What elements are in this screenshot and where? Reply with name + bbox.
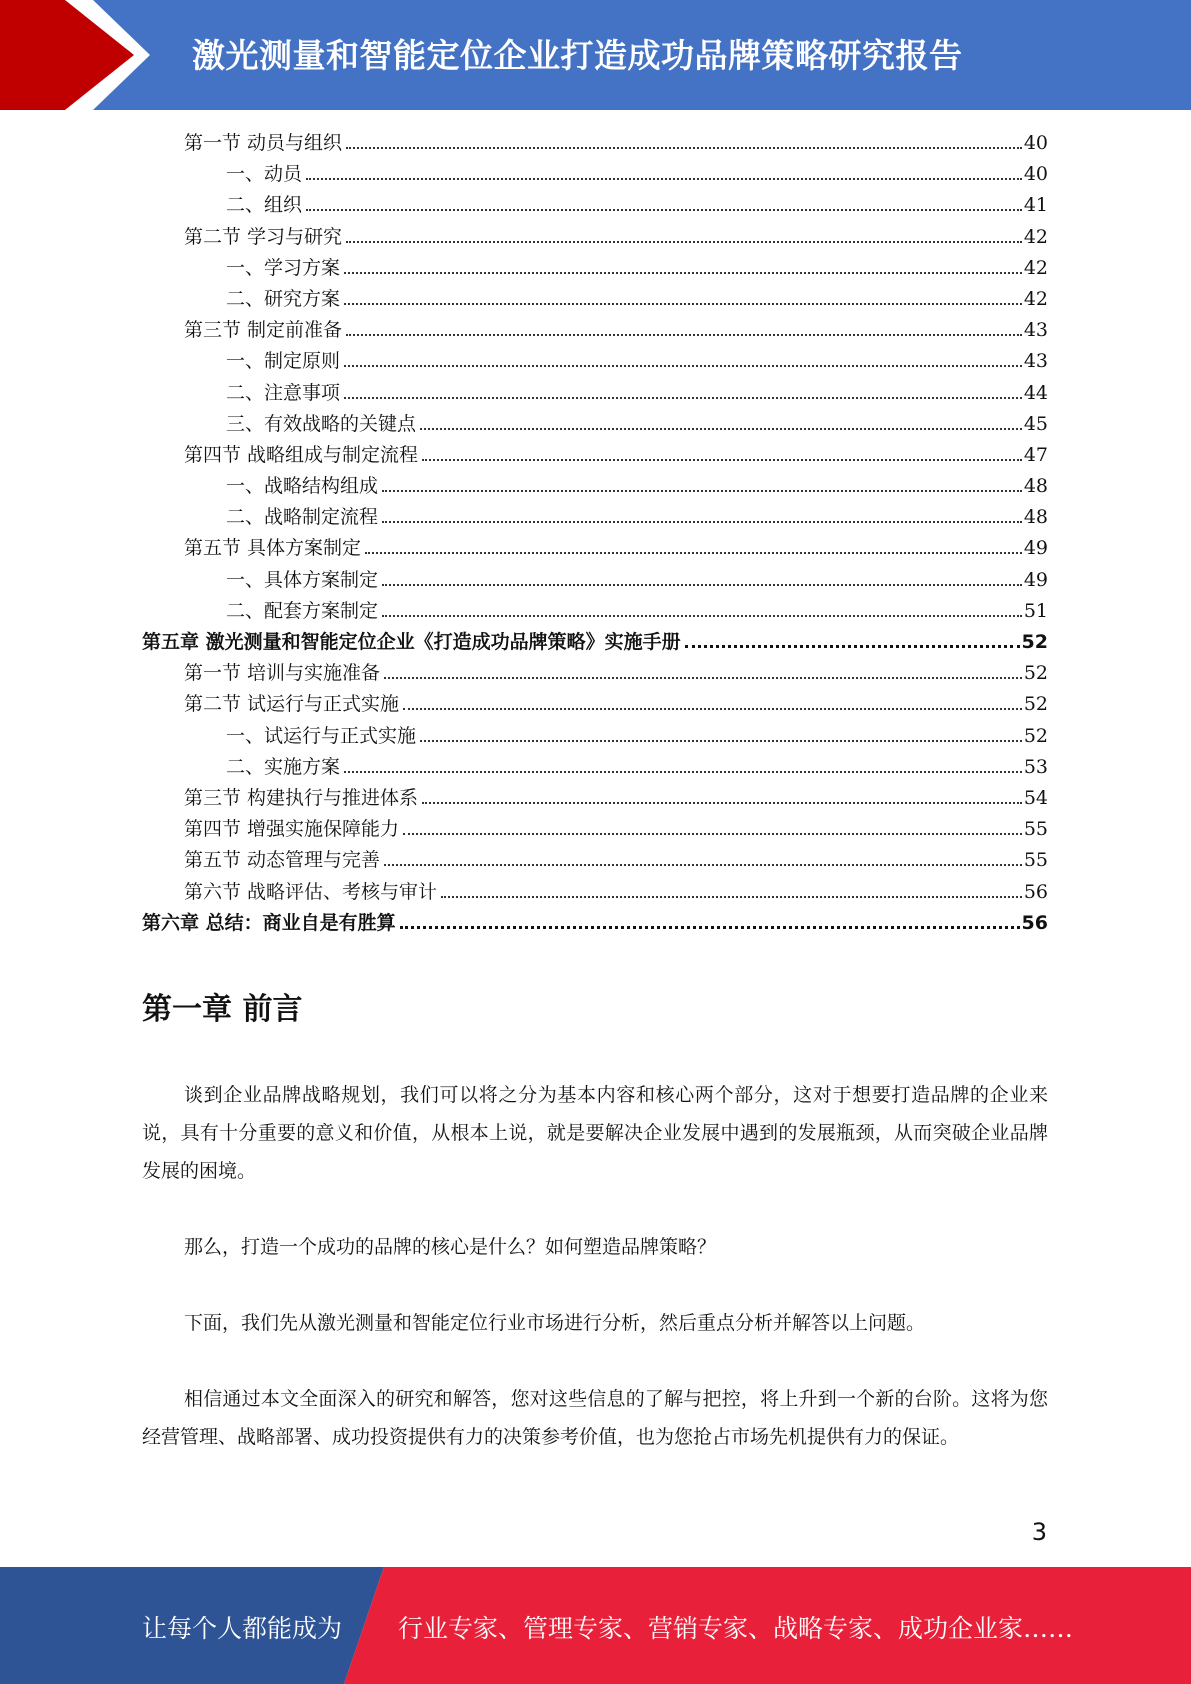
toc-entry-page: 52 (1023, 724, 1048, 747)
toc-entry[interactable] (142, 315, 1048, 346)
toc-entry-page: 52 (1021, 631, 1048, 653)
toc-dot-leader (306, 178, 1022, 180)
toc-entry-page: 55 (1023, 818, 1048, 841)
toc-dot-leader (382, 490, 1022, 492)
toc-dot-leader (346, 334, 1022, 336)
toc-entry-title: 一、学习方案 (226, 256, 341, 279)
toc-entry[interactable] (142, 190, 1048, 221)
footer-slogan-right: 行业专家、管理专家、营销专家、战略专家、成功企业家…… (398, 1614, 1074, 1643)
toc-entry-page: 52 (1023, 662, 1048, 685)
page-footer (0, 1567, 1191, 1684)
toc-entry[interactable] (142, 658, 1048, 689)
toc-entry-page: 40 (1023, 132, 1048, 154)
toc-dot-leader (384, 864, 1022, 866)
body-paragraph (142, 1076, 1048, 1190)
toc-dot-leader (365, 552, 1022, 554)
toc-dot-leader (400, 926, 1020, 929)
toc-dot-leader (422, 802, 1022, 804)
toc-entry[interactable] (142, 128, 1048, 159)
toc-entry-title: 第五节 具体方案制定 (184, 537, 362, 560)
paragraph-text: 相信通过本文全面深入的研究和解答，您对这些信息的了解与把控，将上升到一个新的台阶。这将为您经营管理、战略部署、成功投资提供有力的决策参考价值，也为您抢占市场先机提供有力的保证。 (142, 1388, 1048, 1448)
toc-dot-leader (685, 645, 1020, 648)
toc-entry[interactable] (142, 409, 1048, 440)
toc-entry-title: 第四节 增强实施保障能力 (184, 818, 400, 841)
toc-entry[interactable] (142, 502, 1048, 533)
footer-slogan-left: 让每个人都能成为 (142, 1614, 343, 1643)
toc-entry[interactable] (142, 253, 1048, 284)
toc-entry[interactable] (142, 814, 1048, 845)
toc-entry-page: 48 (1023, 506, 1048, 529)
toc-entry-title: 一、试运行与正式实施 (226, 724, 417, 747)
toc-entry-title: 第一节 培训与实施准备 (184, 662, 381, 685)
toc-entry-page: 45 (1023, 412, 1048, 435)
toc-dot-leader (384, 677, 1022, 679)
toc-entry-title: 第六章 总结：商业自是有胜算 (142, 911, 396, 934)
toc-entry-title: 第三节 制定前准备 (184, 319, 343, 342)
page-number: 3 (1031, 1518, 1047, 1546)
header-arrow-decoration (0, 0, 150, 110)
toc-entry-page: 56 (1021, 911, 1048, 934)
toc-entry-title: 一、制定原则 (226, 350, 341, 373)
paragraph-text: 那么，打造一个成功的品牌的核心是什么？如何塑造品牌策略？ (184, 1236, 717, 1258)
toc-entry-page: 56 (1023, 880, 1048, 903)
toc-dot-leader (346, 147, 1022, 149)
toc-entry-title: 第四节 战略组成与制定流程 (184, 443, 419, 466)
toc-entry-page: 40 (1023, 163, 1048, 186)
toc-entry[interactable] (142, 627, 1048, 658)
toc-entry-title: 二、组织 (226, 194, 303, 217)
toc-entry[interactable] (142, 471, 1048, 502)
toc-entry-page: 43 (1023, 319, 1048, 342)
toc-entry[interactable] (142, 845, 1048, 876)
body-paragraph (142, 1304, 1048, 1342)
toc-entry-title: 二、战略制定流程 (226, 506, 379, 529)
page-header (0, 0, 1191, 110)
toc-entry-title: 二、研究方案 (226, 287, 341, 310)
toc-entry[interactable] (142, 752, 1048, 783)
toc-entry-title: 三、有效战略的关键点 (226, 412, 417, 435)
toc-entry-page: 47 (1023, 443, 1048, 466)
toc-dot-leader (422, 459, 1022, 461)
toc-entry-page: 55 (1023, 849, 1048, 872)
toc-entry-page: 41 (1023, 194, 1048, 217)
header-title: 激光测量和智能定位企业打造成功品牌策略研究报告 (192, 36, 963, 75)
toc-entry-title: 第五节 动态管理与完善 (184, 849, 381, 872)
toc-entry-title: 一、战略结构组成 (226, 475, 379, 498)
toc-entry[interactable] (142, 159, 1048, 190)
toc-dot-leader (344, 365, 1022, 367)
toc-dot-leader (382, 584, 1022, 586)
toc-dot-leader (344, 303, 1022, 305)
toc-entry-title: 第五章 激光测量和智能定位企业《打造成功品牌策略》实施手册 (142, 631, 681, 653)
toc-entry-title: 第二节 学习与研究 (184, 225, 343, 248)
toc-entry[interactable] (142, 877, 1048, 908)
toc-entry-page: 49 (1023, 537, 1048, 560)
toc-entry[interactable] (142, 346, 1048, 377)
toc-entry[interactable] (142, 721, 1048, 752)
toc-entry-title: 第六节 战略评估、考核与审计 (184, 880, 438, 903)
toc-entry-page: 42 (1023, 287, 1048, 310)
toc-dot-leader (403, 708, 1022, 710)
toc-entry-page: 42 (1023, 256, 1048, 279)
body-paragraph (142, 1380, 1048, 1456)
toc-entry-page: 51 (1023, 599, 1048, 622)
toc-dot-leader (420, 740, 1022, 742)
toc-entry-title: 第三节 构建执行与推进体系 (184, 786, 419, 809)
toc-entry[interactable] (142, 596, 1048, 627)
toc-dot-leader (344, 272, 1022, 274)
toc-dot-leader (306, 209, 1022, 211)
toc-entry-title: 二、配套方案制定 (226, 599, 379, 622)
toc-entry[interactable] (142, 440, 1048, 471)
toc-entry[interactable] (142, 533, 1048, 564)
toc-dot-leader (382, 521, 1022, 523)
toc-entry[interactable] (142, 222, 1048, 253)
toc-dot-leader (346, 241, 1022, 243)
toc-entry-page: 48 (1023, 475, 1048, 498)
toc-entry[interactable] (142, 908, 1048, 939)
toc-dot-leader (344, 397, 1022, 399)
table-of-contents (142, 128, 1048, 939)
body-paragraph (142, 1228, 1048, 1266)
toc-entry-page: 43 (1023, 350, 1048, 373)
toc-dot-leader (441, 896, 1022, 898)
toc-entry[interactable] (142, 689, 1048, 720)
toc-dot-leader (382, 615, 1022, 617)
chapter-heading: 第一章 前言 (142, 992, 303, 1027)
toc-entry-title: 第二节 试运行与正式实施 (184, 693, 400, 716)
toc-entry-page: 42 (1023, 225, 1048, 248)
toc-entry[interactable] (142, 783, 1048, 814)
paragraph-text: 下面，我们先从激光测量和智能定位行业市场进行分析，然后重点分析并解答以上问题。 (184, 1312, 926, 1334)
toc-dot-leader (344, 771, 1022, 773)
toc-dot-leader (420, 428, 1022, 430)
toc-entry-title: 第一节 动员与组织 (184, 132, 343, 154)
toc-entry-page: 44 (1023, 381, 1048, 404)
toc-entry[interactable] (142, 378, 1048, 409)
toc-entry-page: 53 (1023, 755, 1048, 778)
toc-entry[interactable] (142, 565, 1048, 596)
toc-entry-page: 52 (1023, 693, 1048, 716)
toc-entry[interactable] (142, 284, 1048, 315)
toc-entry-title: 一、动员 (226, 163, 303, 186)
toc-entry-page: 49 (1023, 568, 1048, 591)
toc-entry-title: 一、具体方案制定 (226, 568, 379, 591)
toc-dot-leader (403, 833, 1022, 835)
toc-entry-title: 二、注意事项 (226, 381, 341, 404)
toc-entry-title: 二、实施方案 (226, 755, 341, 778)
paragraph-text: 谈到企业品牌战略规划，我们可以将之分为基本内容和核心两个部分，这对于想要打造品牌的企业来说，具有十分重要的意义和价值，从根本上说，就是要解决企业发展中遇到的发展瓶颈，从而突破企业品牌发展的困境。 (142, 1084, 1048, 1182)
toc-entry-page: 54 (1023, 786, 1048, 809)
